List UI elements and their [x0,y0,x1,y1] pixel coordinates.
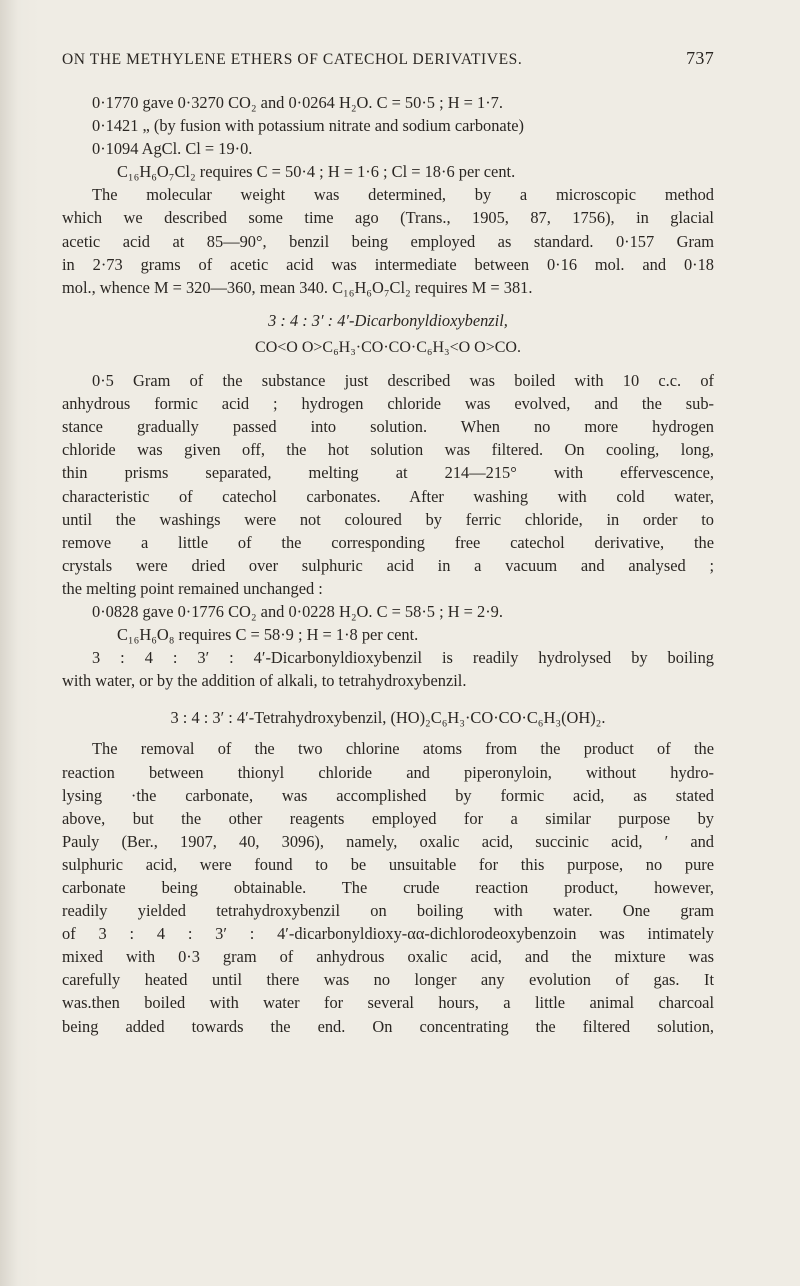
running-header [62,48,714,69]
analysis-block-2 [62,600,714,646]
text-line: acetic acid at 85—90°, benzil being employed as standard. 0·157 Gram [62,231,714,251]
analysis-block-1 [62,91,714,183]
requirement-line: C₁₆H₆O₈ requires C = 58·9 ; H = 1·8 per cent. [117,625,419,645]
paragraph-hydrolysis [62,646,714,692]
text-line: stance gradually passed into solution. When no more hydrogen [62,417,714,437]
analysis-line: 0·1421 „ (by fusion with potassium nitrate and sodium carbonate) [92,116,524,136]
structural-formula: CO<O O>C₆H₃·CO·CO·C₆H₃<O O>CO. [255,338,521,356]
text-line: 3 : 4 : 3′ : 4′-Dicarbonyldioxybenzil is readily hydrolysed by boiling [92,648,714,668]
section-heading-dicarbonyldioxybenzil [62,309,714,332]
paragraph-preparation [62,369,714,600]
text-line: was.then boiled with water for several hours, a little animal charcoal [62,993,714,1013]
running-title: ON THE METHYLENE ETHERS OF CATECHOL DERIVATIVES. [62,51,523,68]
text-line: characteristic of catechol carbonates. After washing with cold water, [62,486,714,506]
page-body [62,91,714,1038]
text-line: carefully heated until there was no longer any evolution of gas. It [62,970,714,990]
text-line: 0·5 Gram of the substance just described was boiled with 10 c.c. of [92,371,714,391]
text-line: mol., whence M = 320—360, mean 340. C₁₆H₆O₇Cl₂ requires M = 381. [62,277,533,297]
text-line: remove a little of the corresponding free catechol derivative, the [62,532,714,552]
analysis-line: 0·1094 AgCl. Cl = 19·0. [92,139,253,159]
text-line: The removal of the two chlorine atoms from the product of the [92,739,714,759]
text-line: anhydrous formic acid ; hydrogen chloride was evolved, and the sub- [62,394,714,414]
paragraph-molecular-weight [62,183,714,298]
requirement-line: C₁₆H₆O₇Cl₂ requires C = 50·4 ; H = 1·6 ; Cl = 18·6 per cent. [117,162,516,182]
text-line: readily yielded tetrahydroxybenzil on boiling with water. One gram [62,901,714,921]
book-page [62,48,714,1038]
text-line: carbonate being obtainable. The crude reaction product, however, [62,878,714,897]
text-line: until the washings were not coloured by ferric chloride, in order to [62,509,714,529]
analysis-line: 0·0828 gave 0·1776 CO₂ and 0·0228 H₂O. C = 58·5 ; H = 2·9. [92,601,503,621]
text-line: reaction between thionyl chloride and piperonyloin, without hydro- [62,762,714,782]
text-line: mixed with 0·3 gram of anhydrous oxalic acid, and the mixture was [62,947,714,967]
text-line: crystals were dried over sulphuric acid in a vacuum and analysed ; [62,555,714,575]
text-line: chloride was given off, the hot solution was filtered. On cooling, long, [62,440,714,460]
text-line: Pauly (Ber., 1907, 40, 3096), namely, oxalic acid, succinic acid, ʹ and [62,831,714,851]
text-line: of 3 : 4 : 3′ : 4′-dicarbonyldioxy-αα-dichlorodeoxybenzoin was intimately [62,924,714,944]
text-line: which we described some time ago (Trans., 1905, 87, 1756), in glacial [62,208,714,228]
compound-name: 3 : 4 : 3′ : 4′-Dicarbonyldioxybenzil, [268,310,508,330]
text-line: sulphuric acid, were found to be unsuitable for this purpose, no pure [62,854,714,874]
text-line: the melting point remained unchanged : [62,578,323,598]
compound-name: 3 : 4 : 3′ : 4′-Tetrahydroxybenzil, (HO)₂C₆H₃·CO·CO·C₆H₃(OH)₂. [170,708,606,728]
text-line: lysing ·the carbonate, was accomplished by formic acid, as stated [62,785,714,805]
section-heading-tetrahydroxybenzil [62,706,714,729]
text-line: being added towards the end. On concentrating the filtered solution, [62,1016,714,1036]
text-line: with water, or by the addition of alkali, to tetrahydroxybenzil. [62,671,467,691]
paragraph-final [62,737,714,1037]
analysis-line: 0·1770 gave 0·3270 CO₂ and 0·0264 H₂O. C = 50·5 ; H = 1·7. [92,93,503,112]
text-line: above, but the other reagents employed for a similar purpose by [62,808,714,828]
text-line: thin prisms separated, melting at 214—215° with effervescence, [62,463,714,483]
text-line: The molecular weight was determined, by a microscopic method [92,185,714,205]
page-edge-shadow [0,0,40,1286]
text-line: in 2·73 grams of acetic acid was intermediate between 0·16 mol. and 0·18 [62,254,714,274]
page-number: 737 [686,48,714,68]
